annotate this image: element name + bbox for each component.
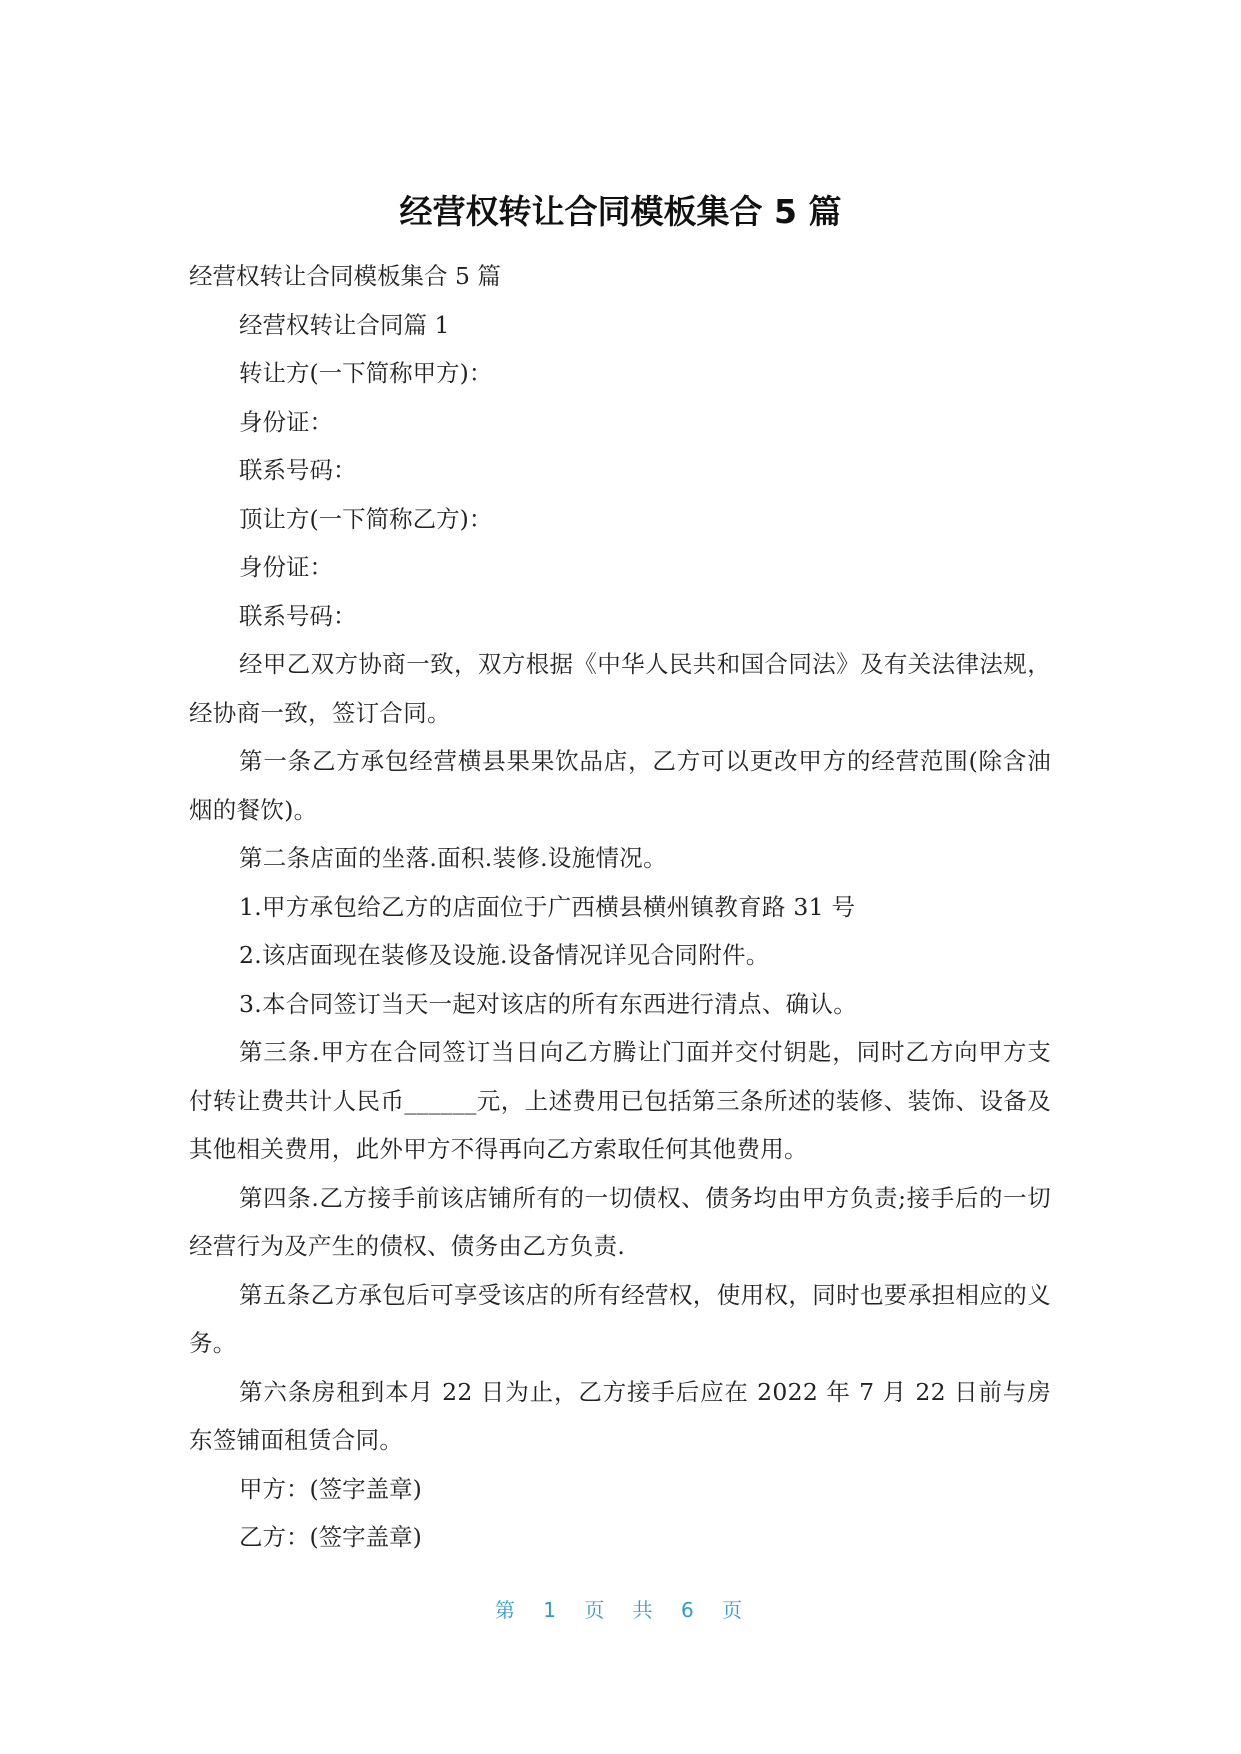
party-b-phone-label: 联系号码： [239, 601, 357, 630]
section-heading: 经营权转让合同篇 1 [239, 310, 450, 339]
paragraph-article-2-item-1: 1.甲方承包给乙方的店面位于广西横县横州镇教育路 31 号 [239, 892, 856, 921]
party-a-phone-label: 联系号码： [239, 456, 357, 484]
subtitle: 经营权转让合同模板集合 5 篇 [189, 262, 501, 290]
party-b-label: 顶让方(一下简称乙方)： [239, 504, 493, 533]
paragraph-article-6: 第六条房租到本月 22 日为止，乙方接手后应在 2022 年 7 月 22 日前与房东签铺面租赁合同。 [189, 1377, 1051, 1454]
paragraph-article-2: 第二条店面的坐落.面积.装修.设施情况。 [239, 844, 667, 872]
paragraph-article-3: 第三条.甲方在合同签订当日向乙方腾让门面并交付钥匙，同时乙方向甲方支付转让费共计人民币______元，上述费用已包括第三条所述的装修、装饰、设备及其他相关费用，此外甲方不得再向乙方索取任何其他费用。 [189, 1038, 1051, 1163]
page-number: 第 1 页 共 6 页 [494, 1598, 747, 1622]
party-a-label: 转让方(一下简称甲方)： [239, 359, 493, 387]
document-title: 经营权转让合同模板集合 5 篇 [399, 192, 842, 231]
party-a-id-label: 身份证： [239, 407, 333, 436]
signature-party-b: 乙方：(签字盖章) [239, 1523, 422, 1551]
paragraph-article-2-item-2: 2.该店面现在装修及设施.设备情况详见合同附件。 [239, 941, 770, 969]
paragraph-article-2-item-3: 3.本合同签订当天一起对该店的所有东西进行清点、确认。 [239, 989, 858, 1018]
party-b-id-label: 身份证： [239, 553, 333, 581]
paragraph-article-4: 第四条.乙方接手前该店铺所有的一切债权、债务均由甲方负责;接手后的一切经营行为及产生的债权、债务由乙方负责. [189, 1183, 1051, 1260]
document-body [189, 252, 1051, 1562]
paragraph-article-1: 第一条乙方承包经营横县果果饮品店，乙方可以更改甲方的经营范围(除含油烟的餐饮)。 [189, 747, 1051, 824]
signature-party-a: 甲方：(签字盖章) [239, 1474, 422, 1503]
paragraph-preamble: 经甲乙双方协商一致，双方根据《中华人民共和国合同法》及有关法律法规，经协商一致，签订合同。 [189, 650, 1051, 727]
paragraph-article-5: 第五条乙方承包后可享受该店的所有经营权，使用权，同时也要承担相应的义务。 [189, 1280, 1051, 1357]
